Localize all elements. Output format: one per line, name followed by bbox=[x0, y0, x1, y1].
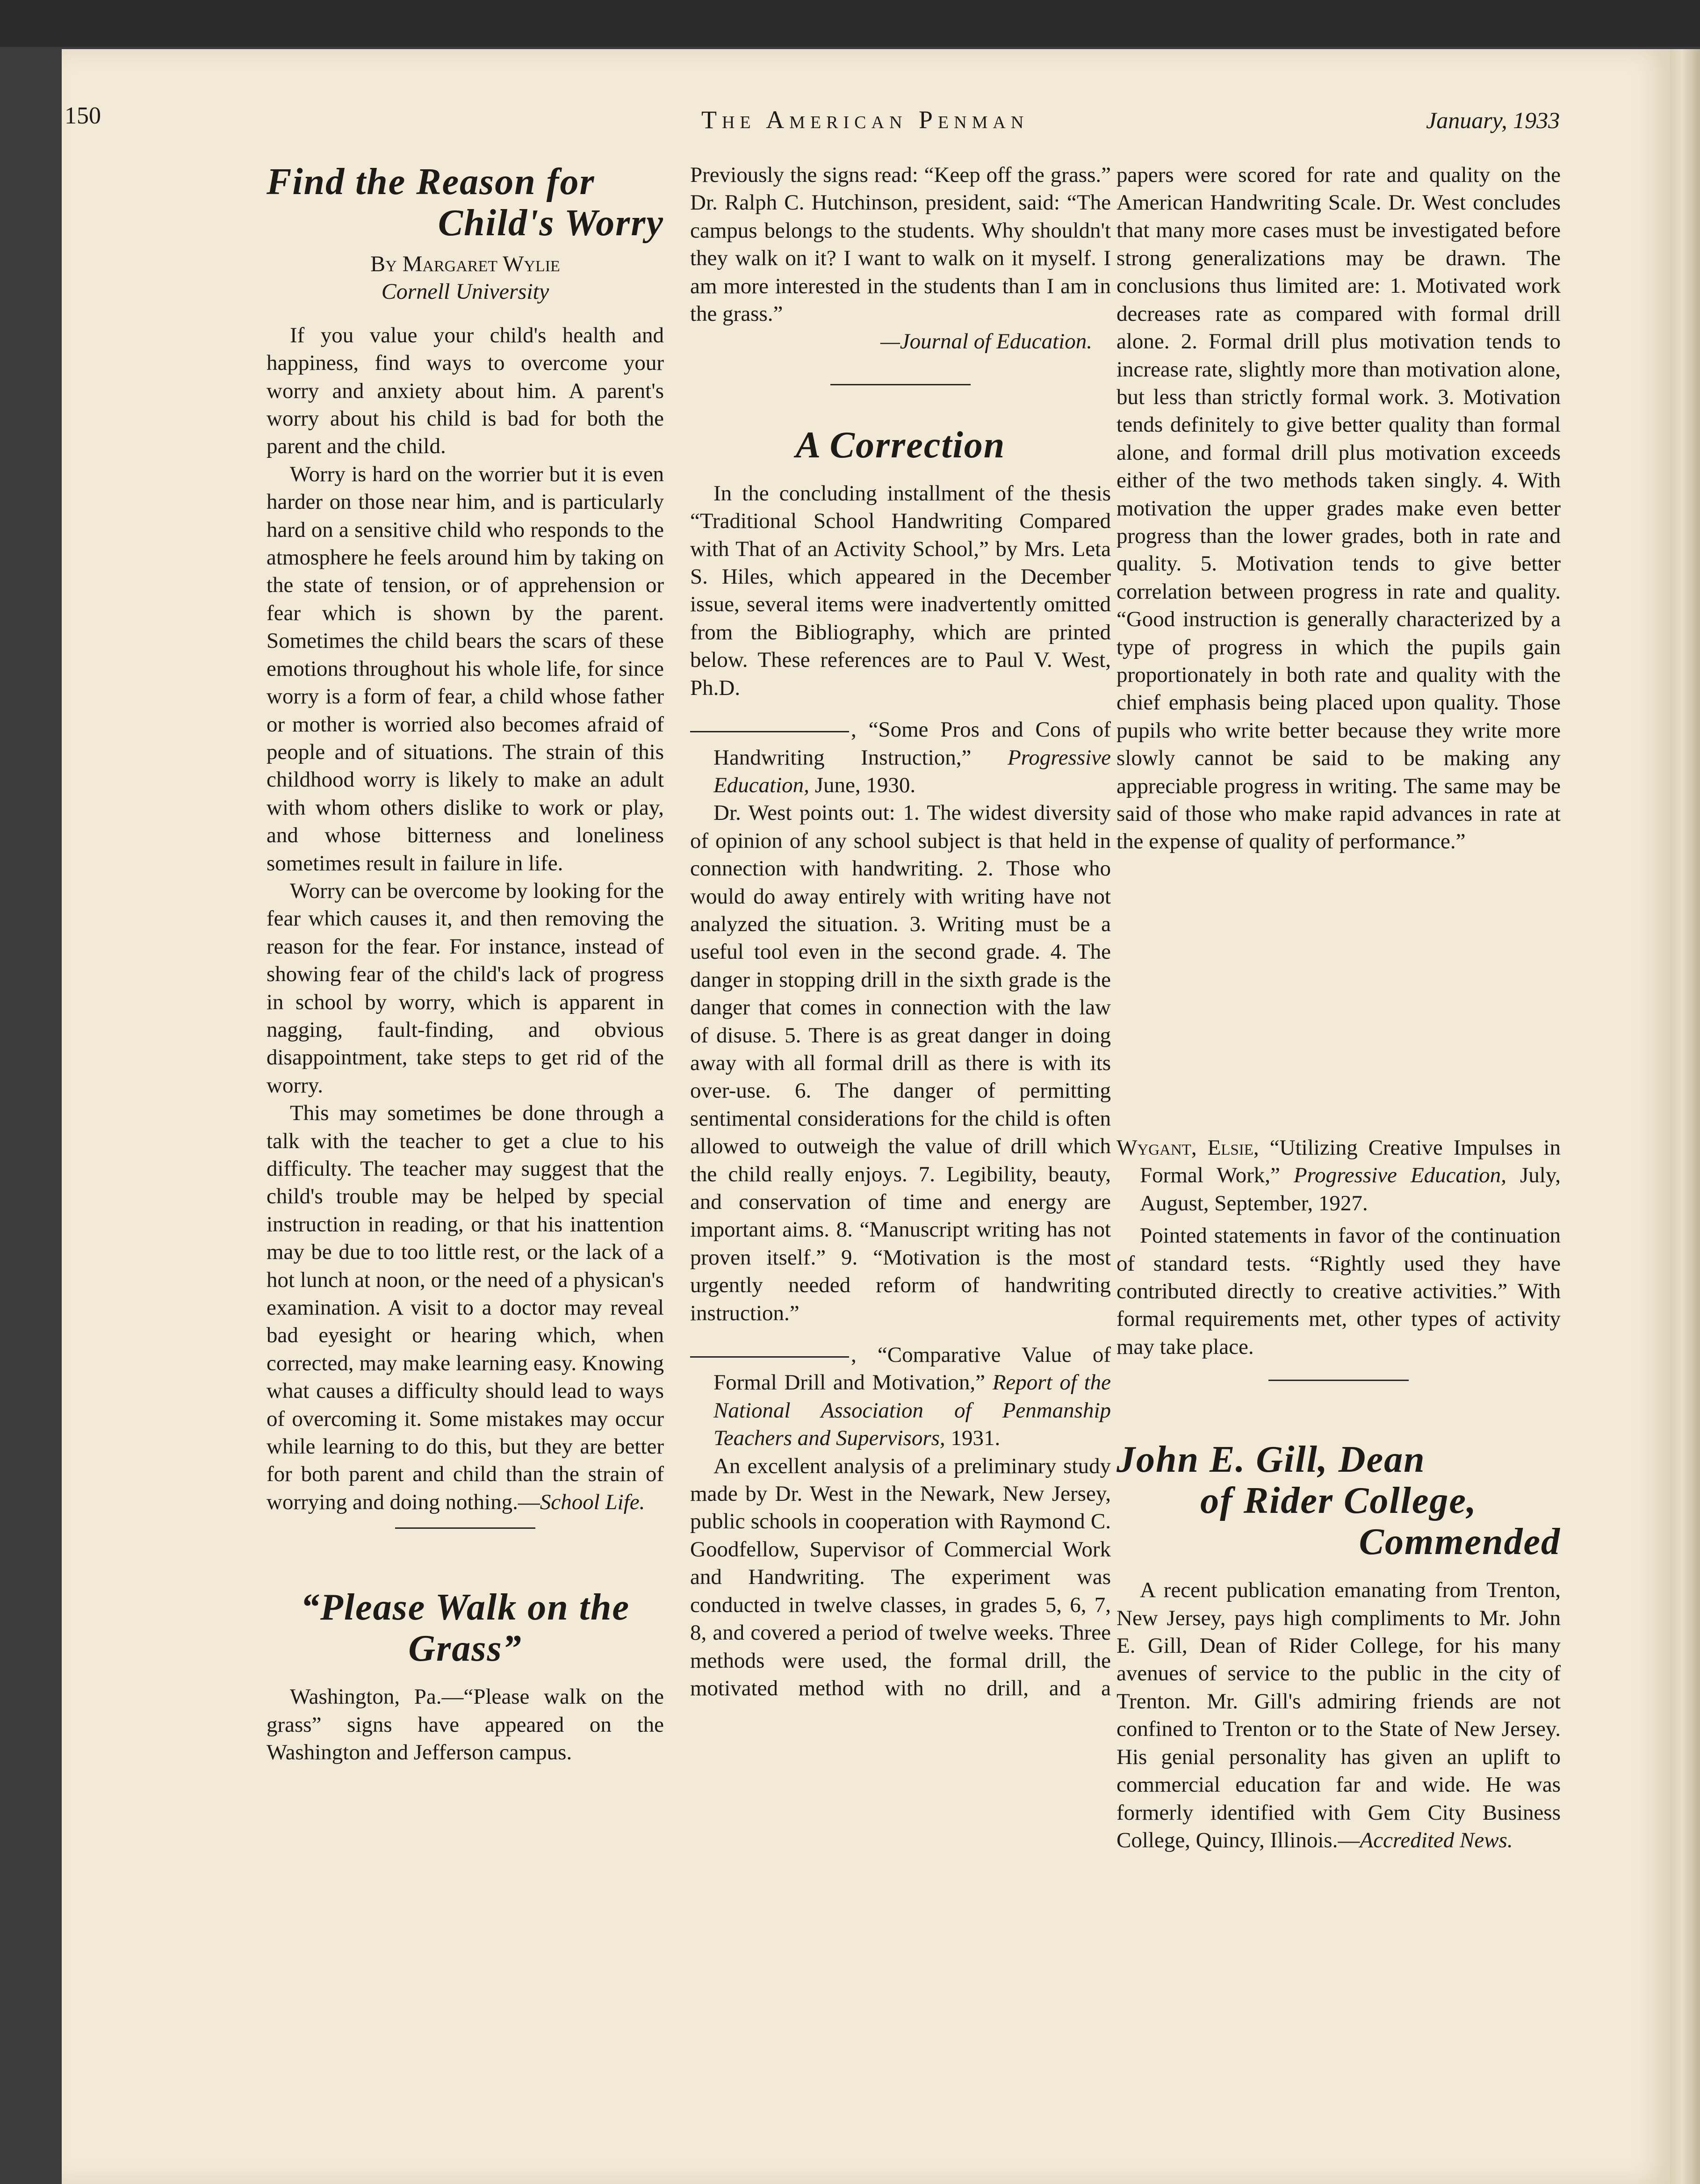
issue-date: January, 1933 bbox=[1426, 107, 1560, 133]
article2-title-line2: Grass” bbox=[408, 1628, 522, 1670]
article4-body: A recent publication emanating from Trenton, New Jersey, pays high compliments to Mr. John E. Gill, Dean of Rider College, for his many avenues of service to the public in the city of Trenton. Mr. Gill's admiring friends are not confined to Trenton or to the State of New Jersey. His genial personality has given an uplift to commercial education far and wide. He was formerly identified with Gem City Business College, Quincy, Illinois.—Accredited News. bbox=[1117, 1578, 1561, 1852]
article1-paragraph: Worry is hard on the worrier but it is even harder on those near him, and is particularly hard on a sensitive child who responds to the atmosphere he feels around him by taking on the state of tension, or of apprehension or fear which is shown by the parent. Sometimes the child bears the scars of these emotions throughout his whole life, for since worry is a form of fear, a child whose father or mother is worried also becomes afraid of people and of situations. The strain of this childhood worry is likely to make an adult with whom others dislike to work or play, and whose bitterness and loneliness sometimes result in failure in life. bbox=[267, 462, 664, 875]
column-1 bbox=[267, 161, 664, 1767]
article1-source: School Life. bbox=[540, 1490, 645, 1514]
journal-title: The American Penman bbox=[701, 106, 1029, 134]
article3-intro: In the concluding installment of the thesis “Traditional School Handwriting Compared with That of an Activity School,” by Mrs. Leta S. Hiles, which appeared in the December issue, several items were inadvertently omitted from the Bibliography, which are printed below. These references are to Paul V. West, Ph.D. bbox=[690, 481, 1111, 700]
article4-title-line2: of Rider College, bbox=[1200, 1480, 1477, 1522]
article2-source: —Journal of Education. bbox=[880, 329, 1092, 354]
repeat-author-dash bbox=[690, 1356, 849, 1358]
section-divider bbox=[1268, 1380, 1409, 1381]
article2-paragraph: Previously the signs read: “Keep off the grass.” Dr. Ralph C. Hutchinson, president, said: “The campus belongs to the students. Why shouldn't they walk on it? I want to walk on it myself. I am more interested in the students than I am in the grass.” bbox=[690, 163, 1111, 326]
repeat-author-dash bbox=[690, 731, 849, 732]
bibliography-entry: , “Comparative Value of Formal Drill and Motivation,” Report of the National Association of Penmanship Teachers and Supervisors, 1931. bbox=[690, 1341, 1111, 1453]
page-edge bbox=[1670, 49, 1700, 2184]
article4-source: Accredited News. bbox=[1360, 1828, 1513, 1852]
article2-title-line1: “Please Walk on the bbox=[301, 1587, 630, 1628]
bibliography-entry: Wygant, Elsie, “Utilizing Creative Impulses in Formal Work,” Progressive Education, July, August, September, 1927. bbox=[1117, 1135, 1561, 1215]
article1-paragraph-text: This may sometimes be done through a talk with the teacher to get a clue to his difficulty. The teacher may suggest that the child's trouble may be helped by special instruction in reading, or that his inattention may be due to too little rest, or the lack of a hot lunch at noon, or the need of a physican's examination. A visit to a doctor may reveal bad eyesight or hearing which, when corrected, may make learning easy. Knowing what causes a difficulty should lead to ways of overcoming it. Some mistakes may occur while learning to do this, but they are better for both parent and child than the strain of worrying and doing nothing.— bbox=[267, 1101, 664, 1514]
bibliography-note: Dr. West points out: 1. The widest diversity of opinion of any school subject is that held in connection with handwriting. 2. Those who would do away entirely with writing have not analyzed the situation. 3. Writing must be a useful tool even in the second grade. 4. The danger in stopping drill in the sixth grade is the danger that comes in connection with the law of disuse. 5. There is as great danger in doing away with all formal drill as there is with its over-use. 6. The danger of permitting sentimental considerations for the child is often allowed to outweigh the value of drill which the child really enjoys. 7. Legibility, beauty, and conservation of time and energy are important aims. 8. “Manuscript writing has not proven itself.” 9. “Motivation is the most urgently needed reform of handwriting instruction.” bbox=[690, 801, 1111, 1325]
bibliography-note-continued: papers were scored for rate and quality on the American Handwriting Scale. Dr. West concludes that many more cases must be investigated before strong generalizations may be drawn. The conclusions thus limited are: 1. Motivated work decreases rate as compared with formal drill alone. 2. Formal drill plus motivation tends to increase rate, slightly more than motivation alone, but less than strictly formal work. 3. Motivation tends definitely to give better quality than formal alone, and formal drill plus motivation exceeds either of the two methods taken singly. 4. With motivation the upper grades make even better progress than the lower grades, both in rate and quality. 5. Motivation tends to give better correlation between progress in rate and quality. “Good instruction is generally characterized by a type of progress in which the pupils gain proportionately in both rate and quality with the chief emphasis being placed upon quality. Those pupils who write better because they write more slowly cannot be said to be making any appreciable progress in writing. The same may be said of those who make rapid advances in rate at the expense of quality of performance.” bbox=[1117, 162, 1561, 854]
article1-paragraph bbox=[267, 1099, 664, 1516]
article4-title-line1: John E. Gill, Dean bbox=[1117, 1439, 1426, 1481]
article1-title-line2: Child's Worry bbox=[438, 202, 664, 244]
article1-affiliation: Cornell University bbox=[381, 279, 549, 304]
article1-byline: By Margaret Wylie bbox=[370, 252, 560, 276]
column-3 bbox=[1117, 161, 1561, 1854]
page-number: 150 bbox=[65, 102, 101, 129]
bibliography-note-col2: An excellent analysis of a preliminary study made by Dr. West in the Newark, New Jersey, public schools in cooperation with Raymond C. Goodfellow, Supervisor of Commercial Work and Handwriting. The experiment was conducted in twelve classes, in grades 5, 6, 7, 8, and covered a period of twelve weeks. Three methods were used, the formal drill, the motivated method with no drill, and a bbox=[690, 1454, 1111, 1700]
article1-paragraph: Worry can be overcome by looking for the fear which causes it, and then removing the reason for the fear. For instance, instead of showing fear of the child's lack of progress in school by worry, which is apparent in nagging, fault-finding, and obvious disappointment, take steps to get rid of the worry. bbox=[267, 878, 664, 1098]
bibliography-note: Pointed statements in favor of the continuation of standard tests. “Rightly used they have contributed directly to creative activities.” With formal requirements met, other types of activity may take place. bbox=[1117, 1223, 1561, 1359]
bibliography-entry: , “Some Pros and Cons of Handwriting Instruction,” Progressive Education, June, 1930. bbox=[690, 716, 1111, 799]
article3-title: A Correction bbox=[795, 424, 1006, 466]
column-2 bbox=[690, 161, 1111, 1703]
article4-title-line3: Commended bbox=[1359, 1521, 1561, 1563]
article1-paragraph: If you value your child's health and happiness, find ways to overcome your worry and anxiety about him. A parent's worry about his child is bad for both the parent and the child. bbox=[267, 323, 664, 459]
article2-paragraph: Washington, Pa.—“Please walk on the grass” signs have appeared on the Washington and Jefferson campus. bbox=[267, 1685, 664, 1765]
section-divider bbox=[395, 1527, 535, 1529]
article1-title-line1: Find the Reason for bbox=[267, 161, 595, 202]
section-divider bbox=[830, 384, 971, 385]
